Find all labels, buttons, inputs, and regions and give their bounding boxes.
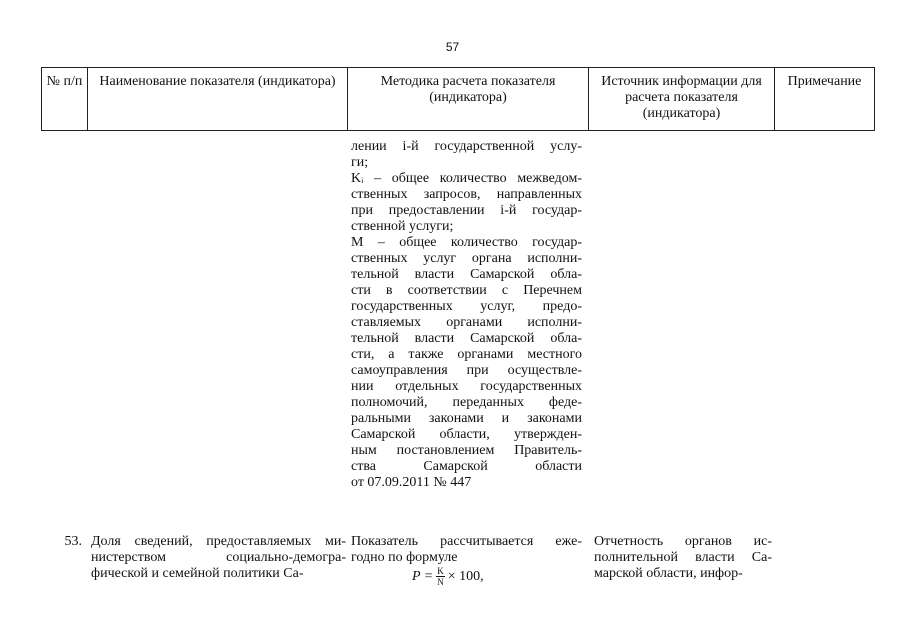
header-indicator-name: Наименование показателя (индикатора): [88, 68, 348, 131]
text-line: ственной услуги;: [351, 219, 454, 234]
text-line: тельной власти Самарской обла-: [351, 331, 582, 346]
text-line: годно по формуле: [351, 550, 458, 565]
text-line: лении i-й государственной услу-: [351, 139, 582, 154]
formula-denominator: N: [437, 577, 444, 587]
text-line: ственных запросов, направленных: [351, 187, 582, 202]
formula-numerator: K: [437, 566, 444, 576]
text-line: нии отдельных государственных: [351, 379, 582, 394]
text-line: тельной власти Самарской обла-: [351, 267, 582, 282]
formula-fraction: [436, 566, 445, 587]
formula-rhs: × 100,: [447, 568, 484, 584]
row-53-number: 53.: [64, 534, 82, 549]
text-line: Доля сведений, предоставляемых ми-: [91, 534, 346, 549]
text-line: ственных услуг органа исполни-: [351, 251, 582, 266]
text-line: фической и семейной политики Са-: [91, 566, 304, 581]
text-line: сти, а также органами местного: [351, 347, 582, 362]
text-line: самоуправления при осуществле-: [351, 363, 582, 378]
row-53-indicator-name: [91, 534, 346, 582]
text-line: марской области, инфор-: [594, 566, 743, 581]
text-line: сти в соответствии с Перечнем: [351, 283, 582, 298]
text-line: Показатель рассчитывается еже-: [351, 534, 582, 549]
text-line: полномочий, переданных феде-: [351, 395, 582, 410]
text-line: от 07.09.2011 № 447: [351, 475, 472, 490]
text-line: Отчетность органов ис-: [594, 534, 772, 549]
header-calculation-method: Методика расчета показателя (индикатора): [348, 68, 589, 131]
text-line: М – общее количество государ-: [351, 235, 582, 250]
page-number: 57: [445, 40, 460, 54]
text-line: нистерством социально-демогра-: [91, 550, 346, 565]
header-number: № п/п: [42, 68, 88, 131]
text-line: ным постановлением Правитель-: [351, 443, 582, 458]
text-line: ства Самарской области: [351, 459, 582, 474]
formula-lhs: P =: [412, 568, 434, 584]
text-line: ги;: [351, 155, 369, 170]
table-header-row: [42, 68, 875, 131]
text-line: при предоставлении i-й государ-: [351, 203, 582, 218]
indicator-table: [41, 67, 875, 131]
row-53-information-source: [594, 534, 772, 582]
text-line: государственных услуг, предо-: [351, 299, 582, 314]
text-line: Самарской области, утвержден-: [351, 427, 582, 442]
row-53-formula: [412, 566, 484, 587]
header-note: Примечание: [775, 68, 875, 131]
text-line: ральными законами и законами: [351, 411, 582, 426]
text-line: полнительной власти Са-: [594, 550, 772, 565]
text-line: Kᵢ – общее количество межведом-: [351, 171, 582, 186]
continued-method-text: [351, 139, 582, 491]
text-line: ставляемых органами исполни-: [351, 315, 582, 330]
header-information-source: Источник информации для расчета показателя (индикатора): [589, 68, 775, 131]
row-53-calculation-method: [351, 534, 582, 566]
